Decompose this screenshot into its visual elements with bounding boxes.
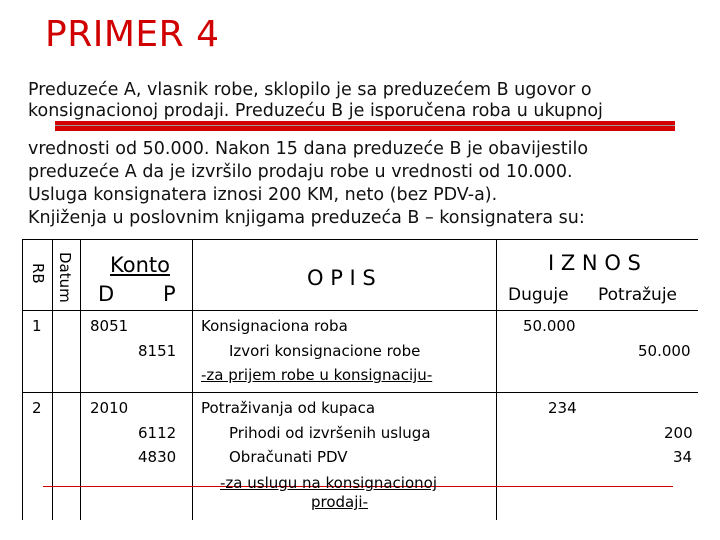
rb-column-border [52, 239, 53, 520]
table-top-border [22, 239, 698, 240]
entry-2-potrazuje-1: 200 [664, 424, 693, 442]
entry-1-konto-d: 8051 [90, 317, 129, 335]
rb-header: RB [29, 263, 47, 284]
entry-2-konto-p-1: 6112 [138, 424, 177, 442]
entry-2-opis-debit: Potraživanja od kupaca [201, 399, 376, 417]
entry-2-note-line-2: prodaji- [311, 493, 368, 511]
entry-2-opis-credit-2: Obračunati PDV [229, 448, 348, 466]
entry-2-konto-p-2: 4830 [138, 448, 177, 466]
entry-1-opis-debit: Konsignaciona roba [201, 317, 348, 335]
opis-header: O P I S [307, 266, 376, 290]
entry-2-konto-d: 2010 [90, 399, 129, 417]
body-line-1: vrednosti od 50.000. Nakon 15 dana preduzeće B je obavijestilo [28, 139, 589, 159]
entry-1-duguje: 50.000 [523, 317, 576, 335]
body-line-3: Usluga konsignatera iznosi 200 KM, neto (bez PDV-a). [28, 185, 498, 205]
duguje-header: Duguje [508, 285, 569, 305]
datum-column-border [80, 239, 81, 520]
entry-separator-line [22, 392, 698, 393]
body-line-2: preduzeće A da je izvršilo prodaju robe u vrednosti od 10.000. [28, 162, 573, 182]
entry-1-rb: 1 [32, 317, 42, 335]
konto-header: Konto [110, 253, 170, 277]
intro-line-1: Preduzeće A, vlasnik robe, sklopilo je sa preduzećem B ugovor o [28, 80, 592, 100]
potrazuje-header: Potražuje [598, 285, 677, 305]
entry-1-potrazuje: 50.000 [638, 342, 691, 360]
table-left-border [22, 239, 23, 520]
entry-1-konto-p: 8151 [138, 342, 177, 360]
konto-d-header: D [98, 282, 115, 306]
entry-2-duguje: 234 [548, 399, 577, 417]
entry-2-rb: 2 [32, 399, 42, 417]
konto-p-header: P [163, 282, 176, 306]
table-header-bottom-border [22, 310, 698, 311]
opis-column-border [496, 239, 497, 520]
entry-2-potrazuje-2: 34 [673, 448, 693, 466]
datum-header: Datum [56, 252, 74, 303]
entry-2-opis-credit-1: Prihodi od izvršenih usluga [229, 424, 431, 442]
entry-2-note-line-1: -za uslugu na konsignacionoj [220, 474, 437, 492]
entry-1-opis-credit: Izvori konsignacione robe [229, 342, 421, 360]
red-divider [55, 121, 675, 131]
body-line-4: Knjiženja u poslovnim knjigama preduzeća B – konsignatera su: [28, 208, 585, 228]
iznos-header: I Z N O S [548, 251, 641, 275]
entry-1-note: -za prijem robe u konsignaciju- [201, 366, 433, 384]
slide-title: PRIMER 4 [45, 14, 220, 55]
konto-column-border [192, 239, 193, 520]
intro-line-2: konsignacionoj prodaji. Preduzeću B je isporučena roba u ukupnoj [28, 101, 603, 121]
